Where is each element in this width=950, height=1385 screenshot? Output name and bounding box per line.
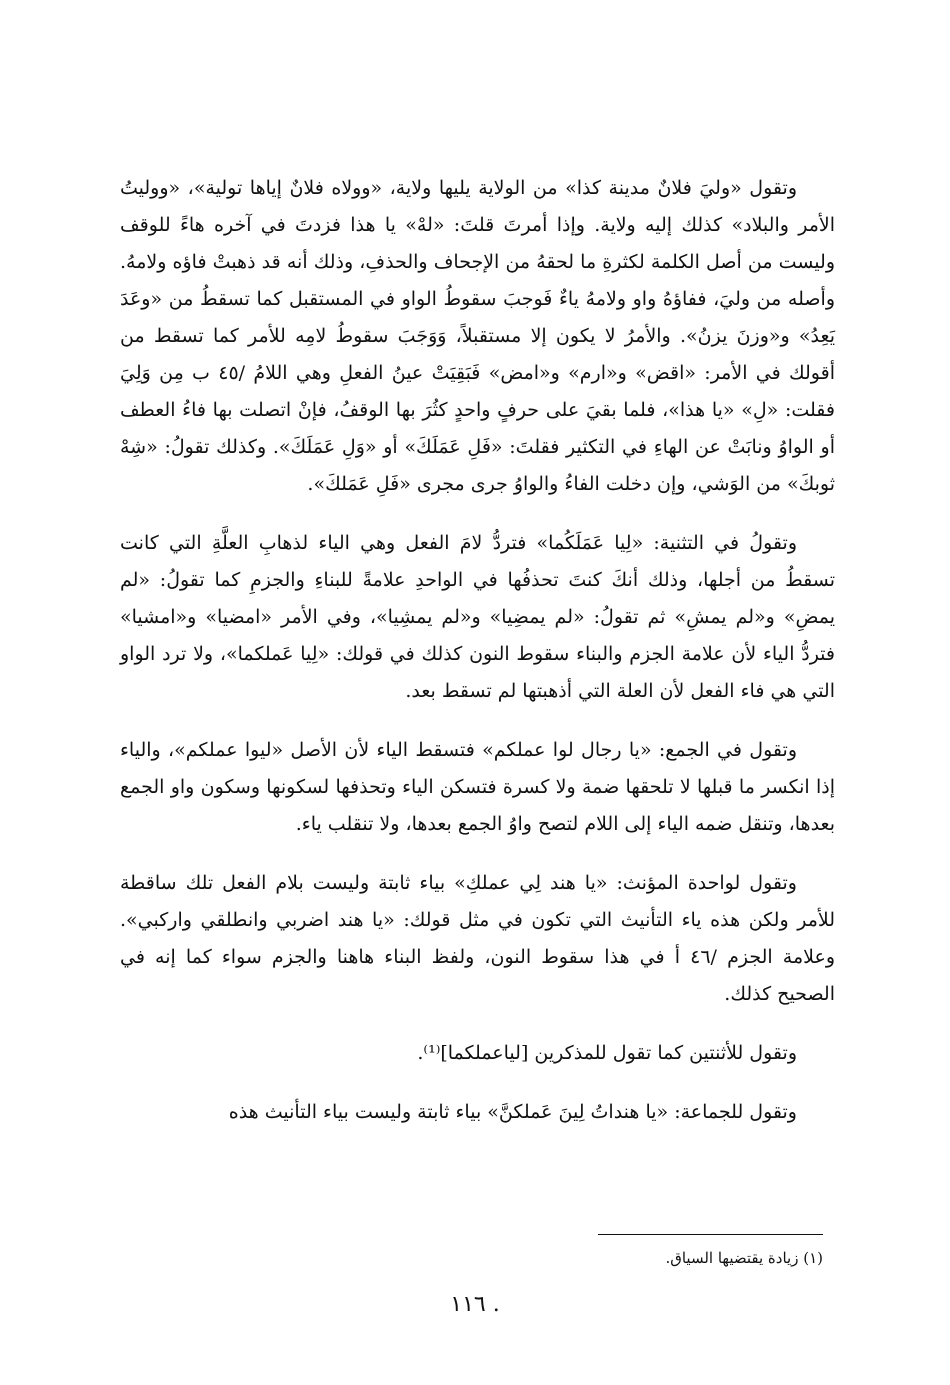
paragraph: وتقول لواحدة المؤنث: «يا هند لِي عملكِ» بياء ثابتة وليست بلام الفعل تلك ساقطة للأمر ولكن هذه ياء التأنيث التي تكون في مثل قولك: «يا هند اضربي وانطلقي واركبي». وعلامة الجزم /٤٦ أ في هذا سقوط النون، ولفظ البناء هاهنا والجزم سواء كما إنه في الصحيح كذلك.	[120, 872, 835, 1005]
paragraph: وتقول للجماعة: «يا هنداتُ لِينَ عَملكنَّ» بياء ثابتة وليست بياء التأنيث هذه	[228, 1101, 797, 1123]
paragraph: وتقولُ في التثنية: «لِيا عَمَلَكُما» فتردُّ لامَ الفعل وهي الياء لذهابِ العلَّةِ التي كانت تسقطُ من أجلها، وذلك أنكَ كنتَ تحذفُها في الواحدِ علامةً للبناءِ والجزمِ كما تقولُ: «لم يمضِ» و«لم يمشِ» ثم تقولُ: «لم يمضِيا» و«لم يمشِيا»، وفي الأمر «امضيا» و«امشيا» فتردُّ الياء لأن علامة الجزم والبناء سقوط النون كذلك في قولك: «لِيا عَملكما»، ولا ترد الواو التي هي فاء الفعل لأن العلة التي أذهبتها لم تسقط بعد.	[120, 532, 835, 702]
paragraph: وتقول للأثنتين كما تقول للمذكرين [لياعملكما]⁽¹⁾.	[417, 1042, 797, 1064]
paragraph: وتقول في الجمع: «يا رجال لوا عملكم» فتسقط الياء لأن الأصل «ليوا عملكم»، والياء إذا انكسر ما قبلها لا تلحقها ضمة ولا كسرة فتسكن الياء وتحذفها لسكونها وسكون واو الجمع بعدها، وتنقل ضمه الياء إلى اللام لتصح واوُ الجمع بعدها، ولا تنقلب ياء.	[120, 739, 835, 835]
page-number: . ١١٦	[450, 1292, 500, 1317]
footnote: (١) زيادة يقتضيها السياق.	[665, 1249, 823, 1267]
paragraph: وتقول «وليَ فلانٌ مدينة كذا» من الولاية يليها ولاية، «وولاه فلانٌ إياها تولية»، «ووليتُ الأمر والبلاد» كذلك إليه ولاية. وإذا أمرتَ قلتَ: «لهْ» يا هذا فزدتَ في آخره هاءً للوقف وليست من أصل الكلمة لكثرةِ ما لحقهُ من الإجحاف والحذفِ، وذلك أنه قد ذهبتْ فاؤه ولامهُ. وأصله من وليَ، ففاؤهُ واو ولامهُ ياءٌ فَوجبَ سقوطُ الواو في المستقبل كما تسقطُ من «وعَدَ يَعِدُ» و«وزنَ يزنُ». والأمرُ لا يكون إلا مستقبلاً، وَوَجَبَ سقوطُ لامِه للأمر كما تسقط من أقولك في الأمر: «اقض» و«ارم» و«امض» فَبَقِيَتْ عينُ الفعلِ وهي اللامُ /٤٥ ب مِن وَلِيَ فقلت: «لِ» «يا هذا»، فلما بقيَ على حرفٍ واحدٍ كثُرَ بها الوقفُ، فإنْ اتصلت بها فاءُ العطف أو الواوُ ونابَتْ عن الهاءِ في التكثير فقلتَ: «فَلِ عَمَلَكَ» أو «وَلِ عَمَلَكَ». وكذلك تقولُ: «شِهْ ثوبكَ» من الوَشي، وإن دخلت الفاءُ والواوُ جرى مجرى «فَلِ عَمَلكَ».	[120, 177, 835, 495]
page-body	[120, 170, 835, 1153]
footnote-divider	[598, 1234, 823, 1235]
